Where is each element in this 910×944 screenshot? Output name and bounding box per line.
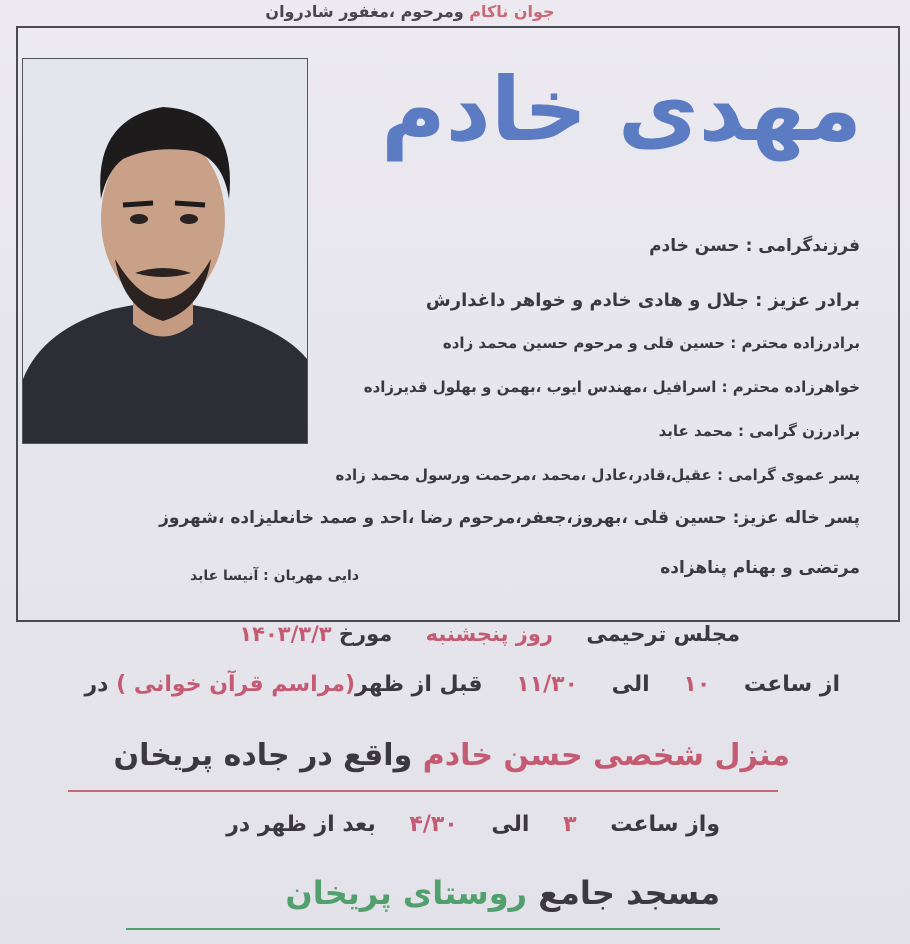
day-text: روز پنجشنبه: [425, 622, 553, 646]
header-red-text: جوان ناکام: [469, 2, 555, 21]
relative-line: مرتضی و بهنام پناهزاده: [660, 558, 860, 578]
relative-line: پسر عموی گرامی : عقیل،قادر،عادل ،محمد ،مرحمت ورسول محمد زاده: [335, 466, 860, 484]
relative-line: خواهرزاده محترم : اسرافیل ،مهندس ایوب ،بهمن و بهلول قدیرزاده: [363, 378, 860, 396]
deceased-name: مهدی خادم: [381, 58, 862, 161]
home-red-text: منزل شخصی حسن خادم: [422, 738, 790, 773]
from-text: از ساعت: [743, 672, 840, 697]
ela-text: الی: [611, 672, 650, 697]
relative-line: پسر خاله عزیز: حسین قلی ،بهروز،جعفر،مرحوم رضا ،احد و صمد خانعلیزاده ،شهروز: [159, 508, 860, 528]
after-noon-text: بعد از ظهر در: [226, 812, 376, 837]
relative-line: برادرزن گرامی : محمد عابد: [658, 422, 860, 440]
dar-text: در: [84, 672, 109, 697]
portrait-photo: [22, 58, 308, 444]
time-1: ۱۰: [683, 672, 711, 697]
time-2: ۱۱/۳۰: [516, 672, 578, 697]
relative-line: برادرزاده محترم : حسین قلی و مرحوم حسین محمد زاده: [442, 334, 860, 352]
majles-text: مجلس ترحیمی: [586, 622, 740, 646]
ela2-text: الی: [491, 812, 530, 837]
underline-divider: [68, 790, 778, 792]
quran-text: (مراسم قرآن خوانی ): [116, 672, 356, 697]
uncle-line: دایی مهربان : آنیسا عابد: [190, 568, 360, 584]
mosque-dark-text: مسجد جامع: [538, 874, 720, 912]
home-dark-text: واقع در جاده پریخان: [113, 738, 413, 773]
relative-line: فرزندگرامی : حسن خادم: [649, 236, 860, 256]
time-3: ۳: [563, 812, 577, 837]
before-noon-text: قبل از ظهر: [355, 672, 483, 697]
ceremony-line-4: [226, 812, 720, 837]
mosque-green-text: روستای پریخان: [285, 874, 528, 912]
time-4: ۴/۳۰: [409, 812, 458, 837]
ceremony-line-3: [114, 738, 791, 773]
ceremony-line-2: [84, 672, 840, 697]
relative-line: برادر عزیز : جلال و هادی خادم و خواهر داغدارش: [425, 290, 860, 311]
ceremony-line-1: [239, 622, 740, 646]
header-dark-text: ومرحوم ،مغفور شادروان: [265, 2, 464, 21]
from2-text: واز ساعت: [610, 812, 720, 837]
date-text: ۱۴۰۳/۳/۳: [239, 622, 332, 646]
date-prefix: مورخ: [338, 622, 393, 646]
ceremony-line-5: [285, 874, 720, 912]
portrait-image: [23, 59, 307, 443]
underline-divider-green: [126, 928, 720, 930]
header-line: [0, 2, 820, 21]
